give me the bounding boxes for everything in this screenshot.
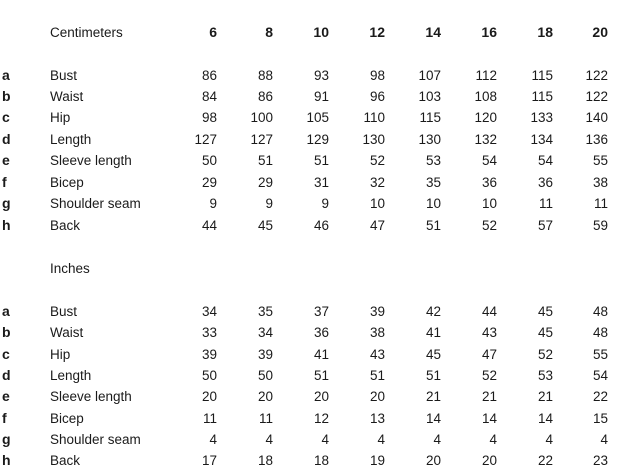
- cell-value: 48: [592, 325, 608, 340]
- cell-value: 51: [425, 368, 441, 383]
- row-letter: g: [2, 195, 11, 211]
- table-row: [0, 344, 617, 365]
- cell-value: 31: [313, 175, 329, 190]
- cell-value: 105: [306, 110, 329, 125]
- cell-value: 54: [537, 153, 553, 168]
- cell-value: 37: [313, 304, 329, 319]
- cell-value: 122: [585, 89, 608, 104]
- cell-value: 136: [585, 132, 608, 147]
- cell-value: 29: [257, 175, 273, 190]
- cell-value: 127: [250, 132, 273, 147]
- cell-value: 115: [419, 110, 441, 125]
- cell-value: 14: [481, 411, 497, 426]
- row-letter: c: [2, 346, 10, 362]
- cell-value: 11: [202, 411, 217, 426]
- size-header: 20: [592, 24, 608, 40]
- cell-value: 39: [369, 304, 385, 319]
- table-row: [0, 450, 617, 471]
- size-header: 14: [425, 24, 441, 40]
- cell-value: 10: [425, 196, 441, 211]
- cell-value: 36: [481, 175, 497, 190]
- table-row: [0, 215, 617, 236]
- cell-value: 11: [538, 196, 553, 211]
- row-label: Sleeve length: [50, 153, 132, 168]
- cell-value: 15: [592, 411, 608, 426]
- cell-value: 38: [369, 325, 385, 340]
- cell-value: 91: [313, 89, 329, 104]
- row-letter: b: [2, 324, 11, 340]
- cell-value: 115: [531, 89, 553, 104]
- cell-value: 35: [257, 304, 273, 319]
- table-row: [0, 172, 617, 193]
- cell-value: 52: [481, 368, 497, 383]
- row-label: Shoulder seam: [50, 196, 141, 211]
- cell-value: 132: [474, 132, 497, 147]
- cell-value: 21: [537, 389, 553, 404]
- cell-value: 84: [201, 89, 217, 104]
- row-letter: c: [2, 109, 10, 125]
- cell-value: 20: [313, 389, 329, 404]
- cell-value: 4: [209, 432, 217, 447]
- table-row: [0, 408, 617, 429]
- row-letter: b: [2, 88, 11, 104]
- cell-value: 17: [201, 453, 217, 468]
- cell-value: 47: [481, 347, 497, 362]
- cell-value: 21: [481, 389, 497, 404]
- table-row: [0, 301, 617, 322]
- cell-value: 100: [250, 110, 273, 125]
- row-label: Back: [50, 218, 81, 233]
- cell-value: 108: [474, 89, 497, 104]
- table-row: [0, 386, 617, 407]
- table-row: [0, 150, 617, 171]
- size-header: 10: [313, 24, 329, 40]
- cell-value: 4: [265, 432, 273, 447]
- cell-value: 130: [362, 132, 385, 147]
- cm-section-title: Centimeters: [50, 25, 123, 40]
- cell-value: 86: [257, 89, 273, 104]
- row-letter: d: [2, 131, 11, 147]
- cell-value: 11: [258, 411, 273, 426]
- cell-value: 52: [369, 153, 385, 168]
- cell-value: 39: [257, 347, 273, 362]
- row-letter: e: [2, 388, 10, 404]
- cell-value: 10: [369, 196, 385, 211]
- cell-value: 52: [481, 218, 497, 233]
- cell-value: 4: [545, 432, 553, 447]
- cell-value: 20: [481, 453, 497, 468]
- table-row: [0, 65, 617, 86]
- row-letter: e: [2, 152, 10, 168]
- cell-value: 88: [257, 68, 273, 83]
- in-header-row: [0, 258, 617, 279]
- row-label: Bicep: [50, 175, 84, 190]
- cell-value: 19: [369, 453, 385, 468]
- cell-value: 4: [600, 432, 608, 447]
- table-row: [0, 429, 617, 450]
- cell-value: 9: [321, 196, 329, 211]
- cell-value: 34: [201, 304, 217, 319]
- cell-value: 4: [433, 432, 441, 447]
- cell-value: 14: [537, 411, 553, 426]
- cell-value: 96: [369, 89, 385, 104]
- cell-value: 38: [592, 175, 608, 190]
- cell-value: 41: [313, 347, 329, 362]
- size-header: 8: [265, 24, 273, 40]
- cell-value: 20: [369, 389, 385, 404]
- cell-value: 46: [313, 218, 329, 233]
- cell-value: 134: [530, 132, 553, 147]
- cell-value: 18: [257, 453, 273, 468]
- cell-value: 127: [194, 132, 217, 147]
- cell-value: 133: [530, 110, 553, 125]
- row-letter: f: [2, 174, 7, 190]
- cell-value: 48: [592, 304, 608, 319]
- cell-value: 55: [592, 347, 608, 362]
- cell-value: 45: [537, 325, 553, 340]
- cell-value: 107: [418, 68, 441, 83]
- cell-value: 130: [418, 132, 441, 147]
- table-row: [0, 86, 617, 107]
- cell-value: 53: [537, 368, 553, 383]
- size-header: 16: [481, 24, 497, 40]
- cell-value: 86: [201, 68, 217, 83]
- cell-value: 20: [425, 453, 441, 468]
- cell-value: 54: [592, 368, 608, 383]
- table-row: [0, 365, 617, 386]
- table-row: [0, 129, 617, 150]
- cell-value: 9: [265, 196, 273, 211]
- cell-value: 43: [481, 325, 497, 340]
- cell-value: 45: [257, 218, 273, 233]
- cell-value: 51: [313, 368, 329, 383]
- cell-value: 14: [425, 411, 441, 426]
- cell-value: 22: [592, 389, 608, 404]
- table-row: [0, 322, 617, 343]
- cell-value: 59: [592, 218, 608, 233]
- cell-value: 33: [201, 325, 217, 340]
- row-label: Length: [50, 368, 92, 383]
- cell-value: 50: [201, 368, 217, 383]
- row-label: Length: [50, 132, 92, 147]
- size-header: 18: [537, 24, 553, 40]
- cell-value: 20: [257, 389, 273, 404]
- cell-value: 122: [585, 68, 608, 83]
- cell-value: 29: [201, 175, 217, 190]
- cell-value: 45: [537, 304, 553, 319]
- cell-value: 93: [313, 68, 329, 83]
- cell-value: 35: [425, 175, 441, 190]
- row-label: Hip: [50, 110, 71, 125]
- row-letter: h: [2, 452, 11, 468]
- cell-value: 140: [585, 110, 608, 125]
- cell-value: 10: [481, 196, 497, 211]
- size-header: 12: [369, 24, 385, 40]
- cell-value: 54: [481, 153, 497, 168]
- cell-value: 41: [425, 325, 441, 340]
- cell-value: 20: [201, 389, 217, 404]
- cell-value: 45: [425, 347, 441, 362]
- cell-value: 36: [313, 325, 329, 340]
- cell-value: 4: [489, 432, 497, 447]
- cell-value: 51: [313, 153, 329, 168]
- cell-value: 13: [369, 411, 385, 426]
- row-label: Bust: [50, 68, 78, 83]
- cell-value: 98: [369, 68, 385, 83]
- row-letter: g: [2, 431, 11, 447]
- cell-value: 50: [201, 153, 217, 168]
- row-label: Waist: [50, 325, 84, 340]
- cell-value: 129: [306, 132, 329, 147]
- cell-value: 36: [537, 175, 553, 190]
- cell-value: 47: [369, 218, 385, 233]
- cell-value: 110: [363, 110, 385, 125]
- table-row: [0, 193, 617, 214]
- row-letter: a: [2, 303, 10, 319]
- cell-value: 52: [537, 347, 553, 362]
- cell-value: 53: [425, 153, 441, 168]
- cell-value: 51: [425, 218, 441, 233]
- cell-value: 42: [425, 304, 441, 319]
- cell-value: 98: [201, 110, 217, 125]
- cell-value: 112: [475, 68, 497, 83]
- size-header: 6: [209, 24, 217, 40]
- row-label: Back: [50, 453, 81, 468]
- table-row: [0, 107, 617, 128]
- cell-value: 44: [481, 304, 497, 319]
- cell-value: 103: [418, 89, 441, 104]
- row-label: Hip: [50, 347, 71, 362]
- row-label: Shoulder seam: [50, 432, 141, 447]
- row-letter: h: [2, 217, 11, 233]
- cell-value: 50: [257, 368, 273, 383]
- cell-value: 120: [474, 110, 497, 125]
- row-letter: d: [2, 367, 11, 383]
- cell-value: 43: [369, 347, 385, 362]
- row-label: Bicep: [50, 411, 84, 426]
- cell-value: 44: [201, 218, 217, 233]
- cell-value: 51: [369, 368, 385, 383]
- row-label: Waist: [50, 89, 84, 104]
- cell-value: 51: [257, 153, 273, 168]
- row-label: Sleeve length: [50, 389, 132, 404]
- cell-value: 55: [592, 153, 608, 168]
- cell-value: 12: [313, 411, 329, 426]
- row-letter: f: [2, 410, 7, 426]
- cell-value: 22: [537, 453, 553, 468]
- row-letter: a: [2, 67, 10, 83]
- cell-value: 9: [209, 196, 217, 211]
- cell-value: 23: [592, 453, 608, 468]
- cell-value: 39: [201, 347, 217, 362]
- in-section-title: Inches: [50, 261, 90, 276]
- cell-value: 57: [537, 218, 553, 233]
- cell-value: 32: [369, 175, 385, 190]
- cell-value: 21: [425, 389, 441, 404]
- cell-value: 34: [257, 325, 273, 340]
- cell-value: 4: [377, 432, 385, 447]
- cm-header-row: [0, 22, 617, 43]
- cell-value: 18: [313, 453, 329, 468]
- row-label: Bust: [50, 304, 78, 319]
- cell-value: 4: [321, 432, 329, 447]
- cell-value: 11: [593, 196, 608, 211]
- cell-value: 115: [531, 68, 553, 83]
